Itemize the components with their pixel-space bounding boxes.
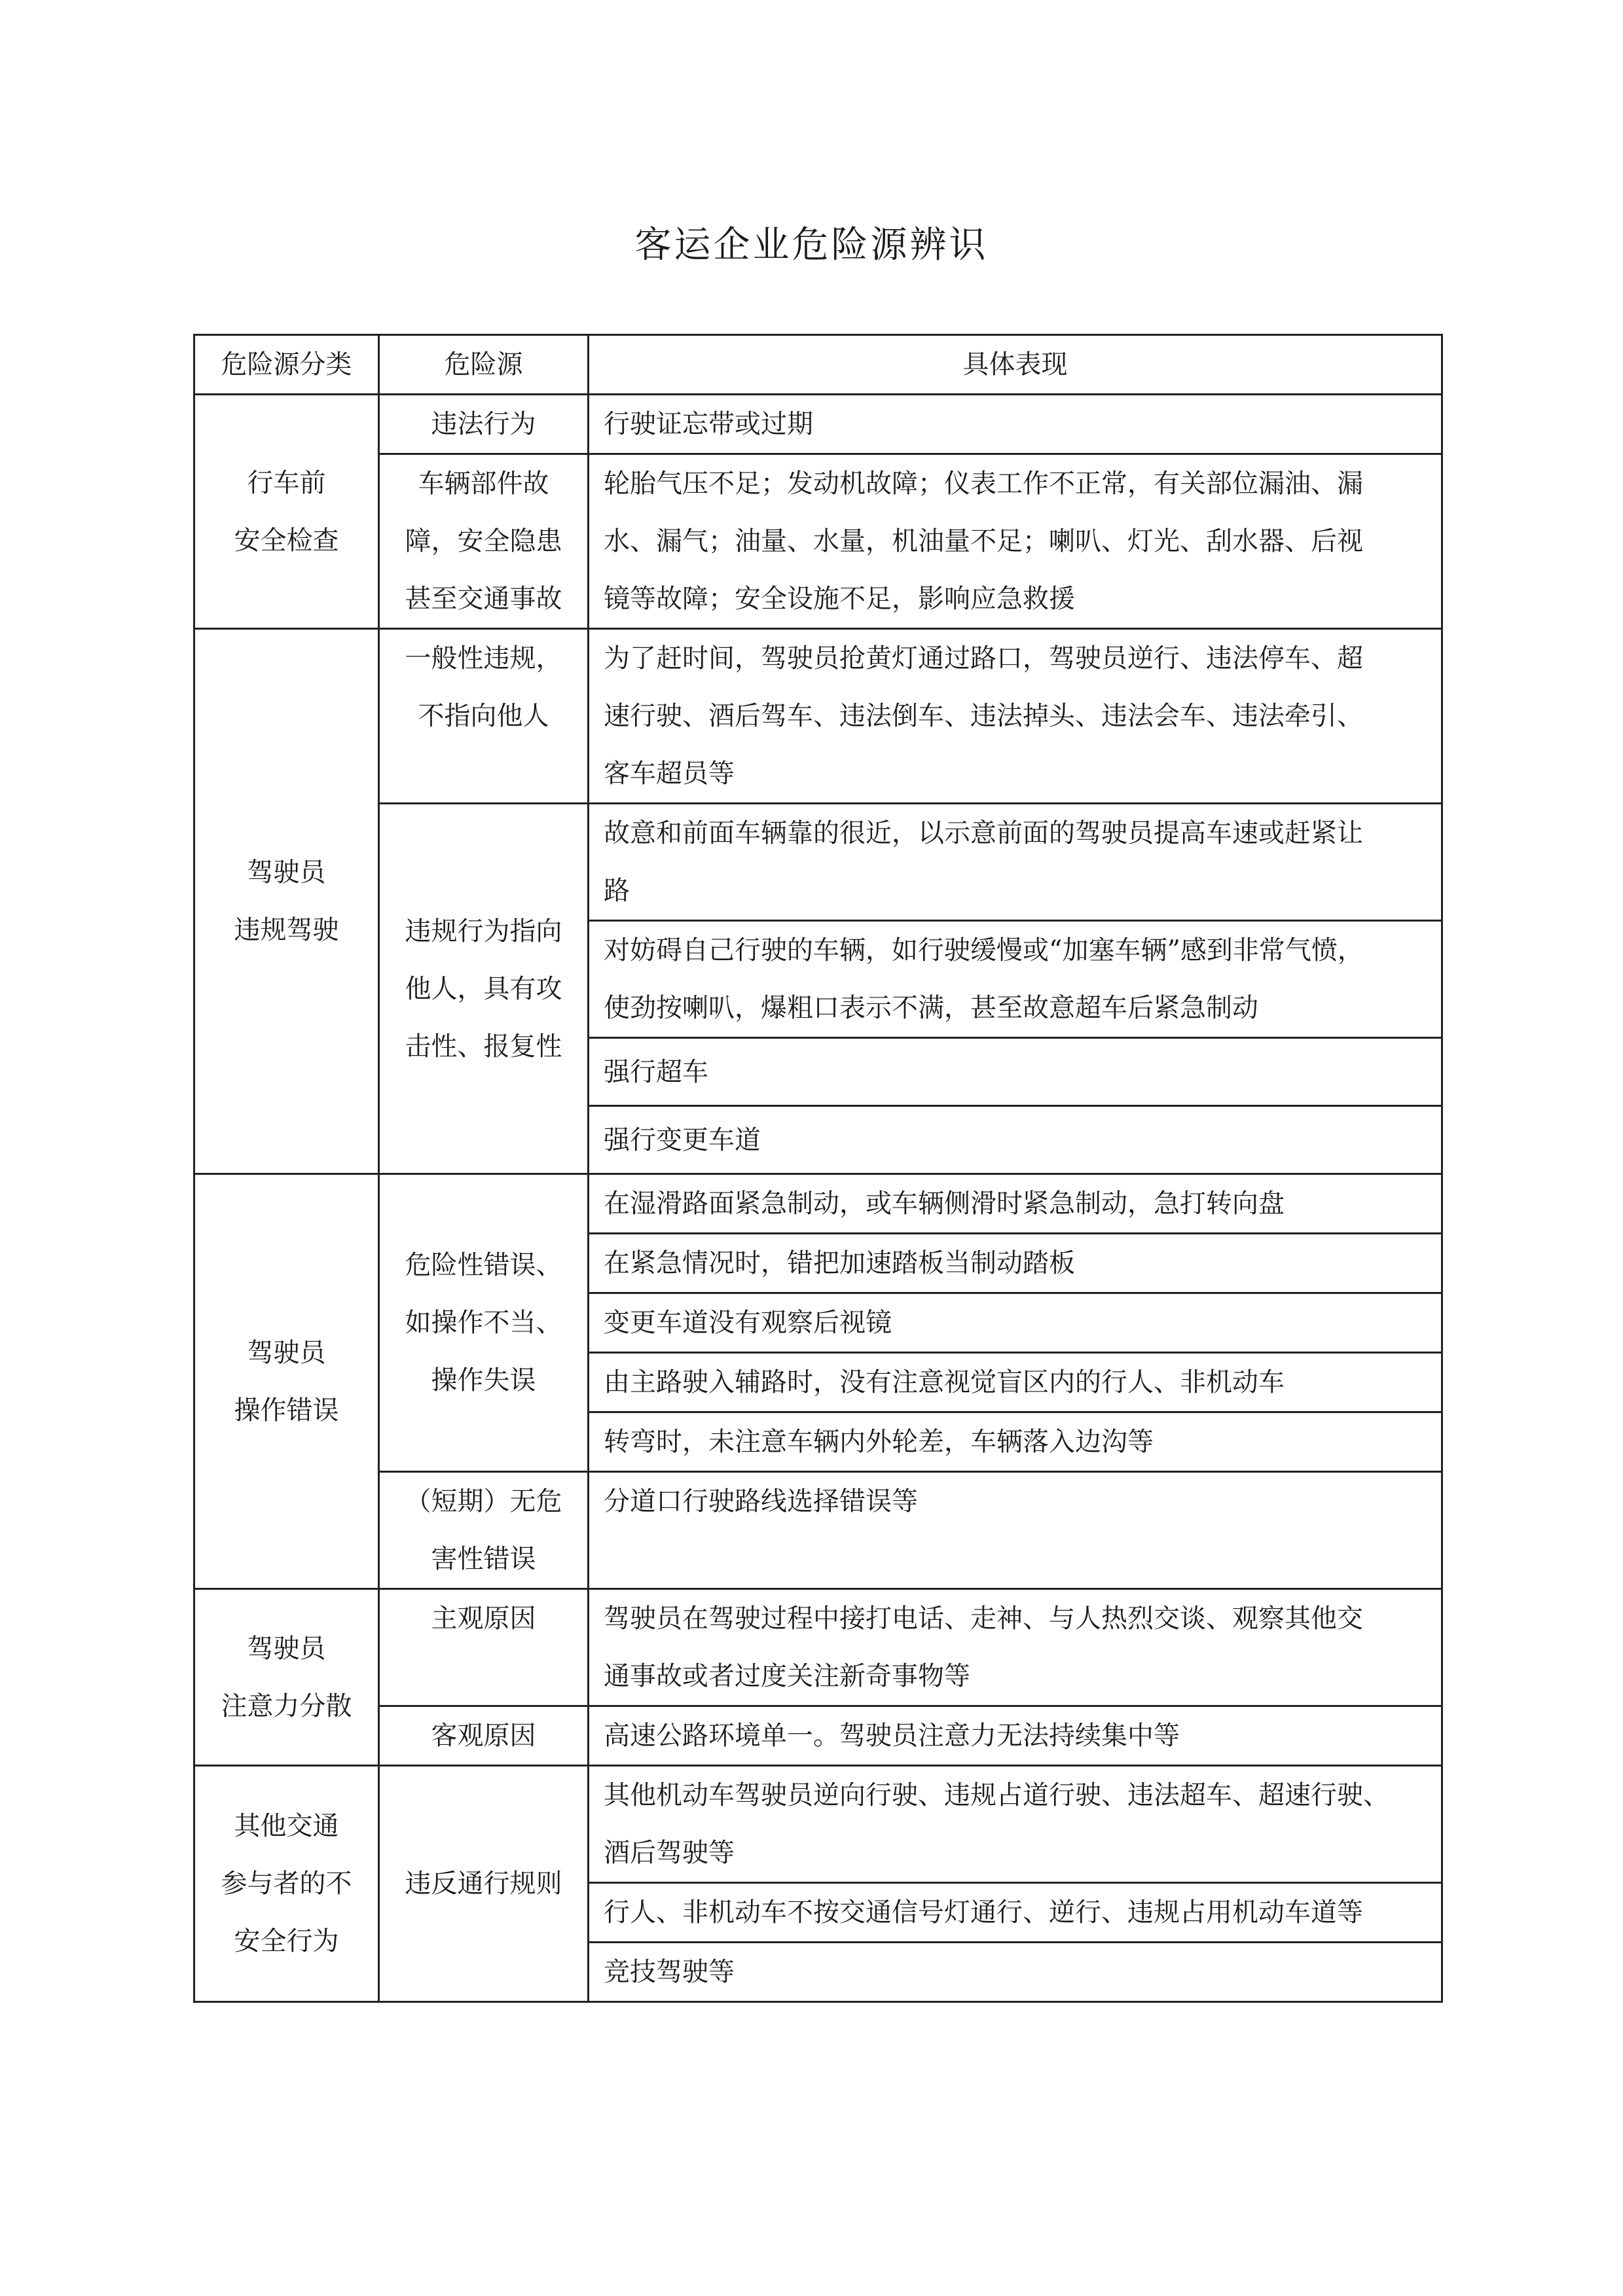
detail-cell: 故意和前面车辆靠的很近，以示意前面的驾驶员提高车速或赶紧让 路: [589, 804, 1442, 921]
header-source: 危险源: [379, 335, 589, 395]
detail-cell: 分道口行驶路线选择错误等: [589, 1472, 1442, 1589]
table-row: [194, 1472, 1442, 1589]
header-category: 危险源分类: [194, 335, 379, 395]
table-row: [194, 395, 1442, 454]
detail-cell: 变更车道没有观察后视镜: [589, 1293, 1442, 1353]
category-cell: 其他交通 参与者的不 安全行为: [194, 1766, 379, 2002]
detail-cell: 强行超车: [589, 1038, 1442, 1106]
hazard-table: [193, 334, 1443, 2003]
table-row: [194, 1589, 1442, 1706]
table-row: [194, 1174, 1442, 1234]
header-row: [194, 335, 1442, 395]
detail-cell: 在湿滑路面紧急制动，或车辆侧滑时紧急制动，急打转向盘: [589, 1174, 1442, 1234]
detail-cell: 其他机动车驾驶员逆向行驶、违规占道行驶、违法超车、超速行驶、 酒后驾驶等: [589, 1766, 1442, 1883]
table-row: [194, 1706, 1442, 1766]
category-cell: 驾驶员 违规驾驶: [194, 629, 379, 1174]
detail-cell: 行人、非机动车不按交通信号灯通行、逆行、违规占用机动车道等: [589, 1883, 1442, 1943]
table-row: [194, 629, 1442, 804]
detail-cell: 轮胎气压不足；发动机故障；仪表工作不正常，有关部位漏油、漏 水、漏气；油量、水量，机油量不足；喇叭、灯光、刮水器、后视 镜等故障；安全设施不足，影响应急救援: [589, 454, 1442, 629]
detail-cell: 驾驶员在驾驶过程中接打电话、走神、与人热烈交谈、观察其他交 通事故或者过度关注新奇事物等: [589, 1589, 1442, 1706]
table-row: [194, 804, 1442, 921]
detail-cell: 由主路驶入辅路时，没有注意视觉盲区内的行人、非机动车: [589, 1353, 1442, 1412]
table-row: [194, 1766, 1442, 1883]
source-cell: 危险性错误、 如操作不当、 操作失误: [379, 1174, 589, 1472]
source-cell: 违法行为: [379, 395, 589, 454]
source-cell: （短期）无危 害性错误: [379, 1472, 589, 1589]
category-cell: 行车前 安全检查: [194, 395, 379, 629]
detail-cell: 对妨碍自己行驶的车辆，如行驶缓慢或“加塞车辆”感到非常气愤， 使劲按喇叭，爆粗口表示不满，甚至故意超车后紧急制动: [589, 921, 1442, 1038]
detail-cell: 强行变更车道: [589, 1106, 1442, 1174]
detail-cell: 高速公路环境单一。驾驶员注意力无法持续集中等: [589, 1706, 1442, 1766]
source-cell: 车辆部件故 障，安全隐患 甚至交通事故: [379, 454, 589, 629]
source-cell: 违反通行规则: [379, 1766, 589, 2002]
source-cell: 违规行为指向 他人，具有攻 击性、报复性: [379, 804, 589, 1174]
source-cell: 一般性违规， 不指向他人: [379, 629, 589, 804]
detail-cell: 为了赶时间，驾驶员抢黄灯通过路口，驾驶员逆行、违法停车、超 速行驶、酒后驾车、违法倒车、违法掉头、违法会车、违法牵引、 客车超员等: [589, 629, 1442, 804]
category-cell: 驾驶员 注意力分散: [194, 1589, 379, 1766]
detail-cell: 竞技驾驶等: [589, 1943, 1442, 2002]
document-title: 客运企业危险源辨识: [634, 224, 989, 266]
source-cell: 客观原因: [379, 1706, 589, 1766]
detail-cell: 在紧急情况时，错把加速踏板当制动踏板: [589, 1234, 1442, 1293]
detail-cell: 转弯时，未注意车辆内外轮差，车辆落入边沟等: [589, 1412, 1442, 1472]
table-row: [194, 454, 1442, 629]
source-cell: 主观原因: [379, 1589, 589, 1706]
category-cell: 驾驶员 操作错误: [194, 1174, 379, 1589]
detail-cell: 行驶证忘带或过期: [589, 395, 1442, 454]
header-detail: 具体表现: [589, 335, 1442, 395]
